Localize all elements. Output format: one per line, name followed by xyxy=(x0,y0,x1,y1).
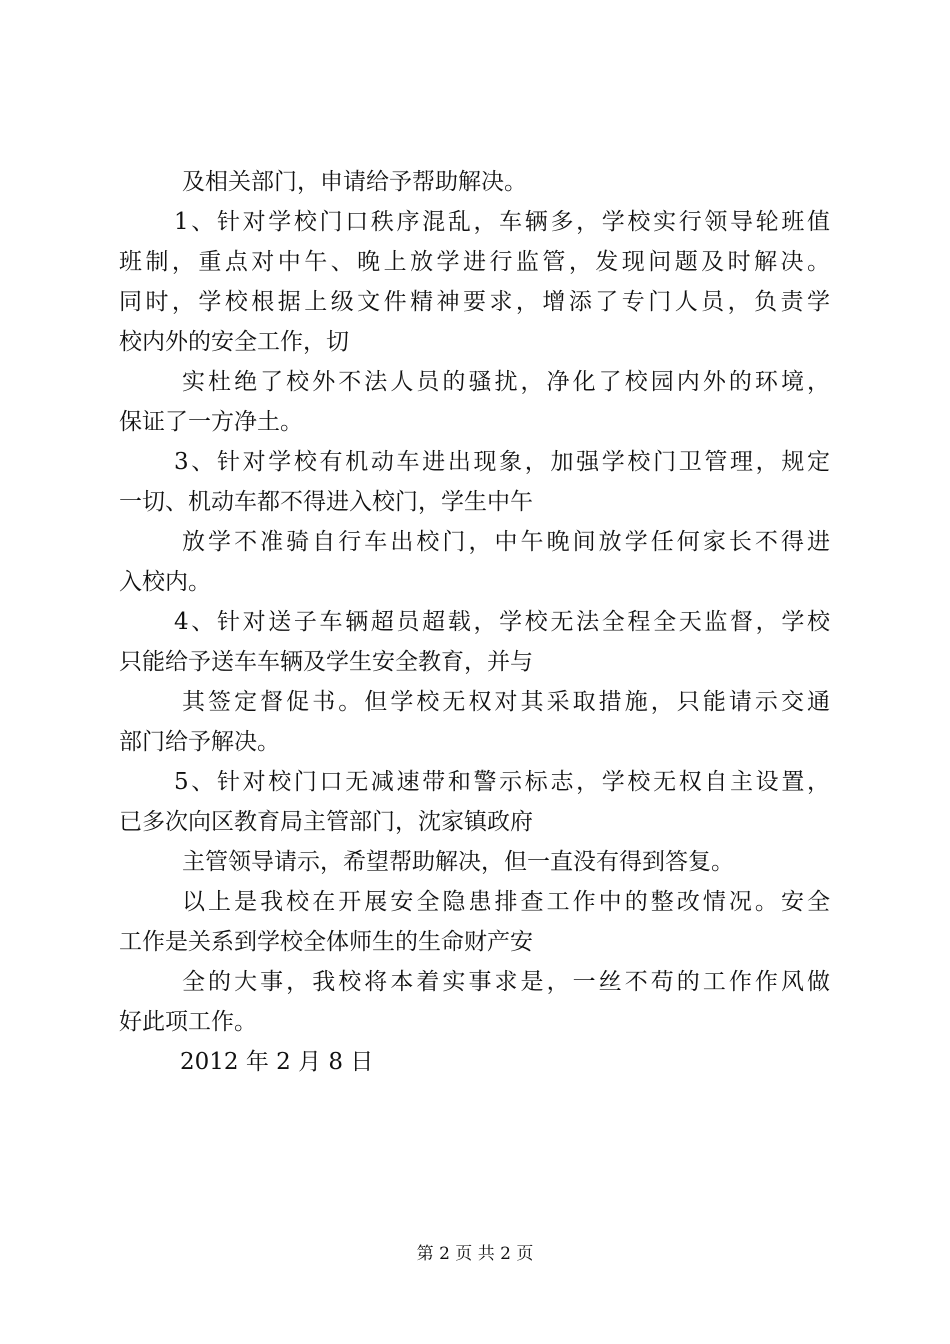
line-text: 1、针对学校门口秩序混乱，车辆多，学校实行领导轮班值 xyxy=(174,209,830,235)
paragraph-line xyxy=(0,882,950,922)
paragraph-line xyxy=(0,802,950,842)
paragraph-line xyxy=(0,1002,950,1042)
paragraph-line xyxy=(0,362,950,402)
paragraph-line xyxy=(0,482,950,522)
line-text: 其签定督促书。但学校无权对其采取措施，只能请示交通 xyxy=(182,689,830,715)
paragraph-line xyxy=(0,562,950,602)
line-text: 全的大事，我校将本着实事求是，一丝不苟的工作作风做 xyxy=(182,969,830,995)
paragraph-line xyxy=(0,242,950,282)
paragraph-line xyxy=(0,602,950,642)
line-text: 校内外的安全工作，切 xyxy=(119,329,349,355)
line-text: 3、针对学校有机动车进出现象，加强学校门卫管理，规定 xyxy=(174,449,830,475)
paragraph-line xyxy=(0,442,950,482)
line-text: 已多次向区教育局主管部门，沈家镇政府 xyxy=(119,809,533,835)
paragraph-line xyxy=(0,402,950,442)
line-text: 4、针对送子车辆超员超载，学校无法全程全天监督，学校 xyxy=(174,609,830,635)
date-line xyxy=(0,1042,950,1082)
line-text: 保证了一方净土。 xyxy=(119,409,303,435)
paragraph-line xyxy=(0,922,950,962)
paragraph-line xyxy=(0,642,950,682)
line-text: 好此项工作。 xyxy=(119,1009,257,1035)
line-text: 实杜绝了校外不法人员的骚扰，净化了校园内外的环境， xyxy=(182,369,830,395)
paragraph-line xyxy=(0,962,950,1002)
line-text: 部门给予解决。 xyxy=(119,729,280,755)
line-text: 主管领导请示，希望帮助解决，但一直没有得到答复。 xyxy=(182,849,734,875)
paragraph-line xyxy=(0,282,950,322)
page-footer: 第 2 页 共 2 页 xyxy=(416,1244,534,1264)
line-text: 班制，重点对中午、晚上放学进行监管，发现问题及时解决。 xyxy=(119,249,830,275)
paragraph-line xyxy=(0,762,950,802)
line-text: 放学不准骑自行车出校门，中午晚间放学任何家长不得进 xyxy=(182,529,830,555)
line-text: 入校内。 xyxy=(119,569,211,595)
paragraph-line xyxy=(0,722,950,762)
paragraph-line xyxy=(0,682,950,722)
paragraph-line xyxy=(0,842,950,882)
line-text: 5、针对校门口无减速带和警示标志，学校无权自主设置， xyxy=(174,769,830,795)
line-text: 工作是关系到学校全体师生的生命财产安 xyxy=(119,929,533,955)
line-text: 及相关部门，申请给予帮助解决。 xyxy=(182,169,527,195)
line-text: 一切、机动车都不得进入校门，学生中午 xyxy=(119,489,533,515)
line-text: 同时，学校根据上级文件精神要求，增添了专门人员，负责学 xyxy=(119,289,830,315)
paragraph-line xyxy=(0,202,950,242)
paragraph-line xyxy=(0,522,950,562)
line-text: 只能给予送车车辆及学生安全教育，并与 xyxy=(119,649,533,675)
paragraph-line xyxy=(0,322,950,362)
line-text: 以上是我校在开展安全隐患排查工作中的整改情况。安全 xyxy=(182,889,830,915)
paragraph-line xyxy=(0,162,950,202)
document-date: 2012 年 2 月 8 日 xyxy=(180,1049,374,1075)
